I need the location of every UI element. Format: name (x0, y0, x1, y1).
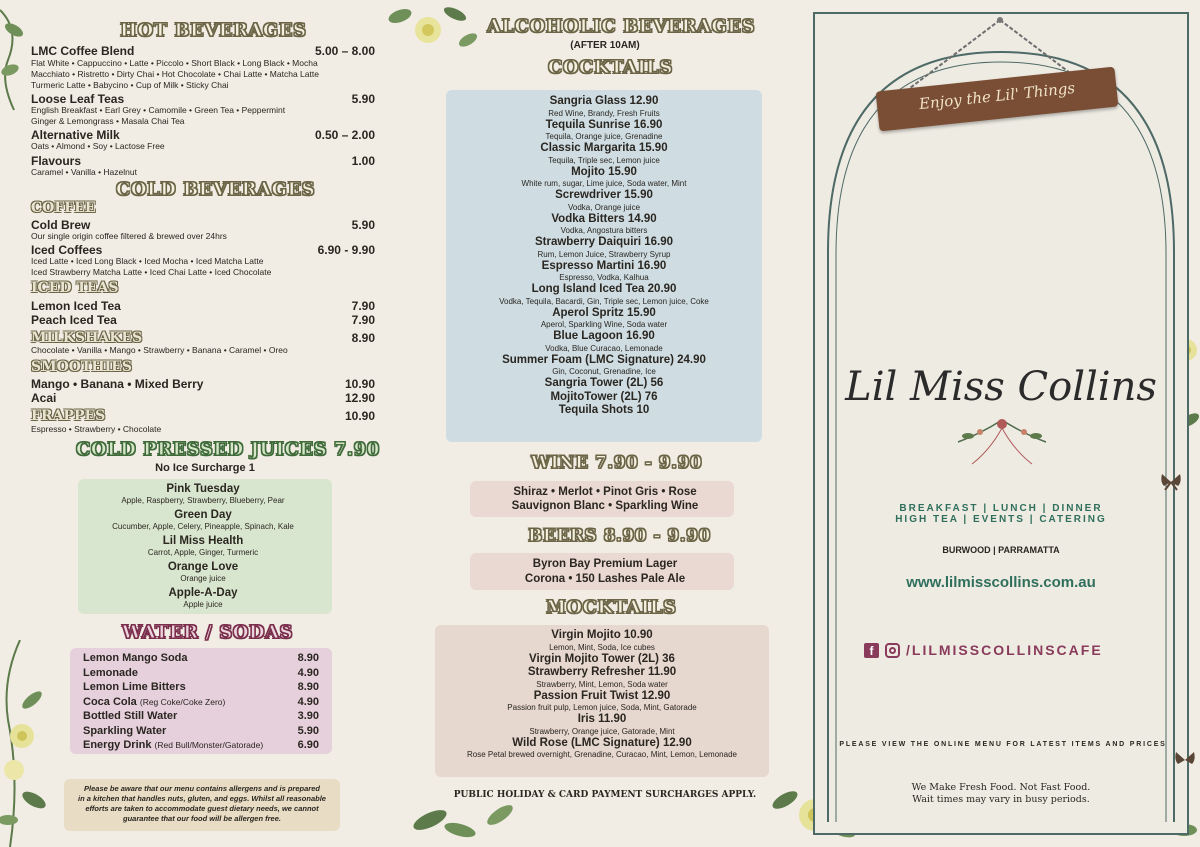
mocktail-item (452, 629, 752, 653)
instagram-icon[interactable] (885, 643, 900, 658)
item-price: 8.90 (297, 681, 319, 693)
mocktail-item-ingredients: Strawberry, Orange juice, Gatorade, Mint (529, 726, 675, 736)
item-note: (Reg Coke/Coke Zero) (139, 696, 226, 707)
cocktail-item-name: Summer Foam (LMC Signature) 24.90 (502, 353, 706, 366)
item-name: Loose Leaf Teas (31, 92, 125, 106)
juice-name: Green Day (174, 509, 232, 521)
cocktail-item-name: MojitoTower (2L) 76 (550, 390, 658, 403)
item-price: 6.90 (297, 739, 319, 751)
water-sodas-heading: WATER / SODAS (122, 622, 293, 643)
item-name: Acai (31, 391, 57, 405)
cocktail-item-name: Espresso Martini 16.90 (541, 259, 667, 272)
mocktail-item-name: Strawberry Refresher 11.90 (527, 666, 677, 678)
menu-item-frappes (31, 408, 375, 424)
cocktail-item-name: Strawberry Daiquiri 16.90 (534, 236, 674, 248)
cocktail-item-name: Long Island Iced Tea 20.90 (531, 283, 677, 295)
iced-teas-subheading: ICED TEAS (31, 280, 119, 296)
cocktail-item-ingredients: Aperol, Sparkling Wine, Soda water (540, 320, 668, 329)
hot-beverages-heading: HOT BEVERAGES (120, 20, 307, 41)
menu-item-milkshakes (31, 330, 375, 346)
item-note: (Red Bull/Monster/Gatorade) (154, 740, 264, 750)
item-name: Mango • Banana • Mixed Berry (31, 377, 204, 391)
cold-pressed-juices-heading: COLD PRESSED JUICES 7.90 (76, 439, 380, 460)
item-price: 5.90 (351, 218, 375, 232)
allergen-line: efforts are taken to accommodate guest dietary needs, we cannot (85, 804, 319, 813)
cocktail-item-name: Tequila Sunrise 16.90 (545, 118, 663, 131)
mocktail-item-ingredients: Lemon, Mint, Soda, Ice cubes (549, 642, 655, 652)
item-description: Caramel • Vanilla • Hazelnut (31, 167, 137, 177)
menu-item-lemon-mango-soda (83, 651, 319, 666)
item-description: Espresso • Strawberry • Chocolate (31, 424, 162, 434)
cocktail-item (454, 95, 754, 119)
menu-item-flavours (31, 154, 375, 168)
item-name: Energy Drink (Red Bull/Monster/Gatorade) (83, 739, 264, 751)
mocktail-item (452, 666, 752, 690)
item-price: 3.90 (297, 710, 319, 722)
cocktail-item (454, 283, 754, 307)
menu-item-bottled-still-water (83, 709, 319, 724)
item-price: 4.90 (297, 695, 319, 708)
item-description: Our single origin coffee filtered & brewed over 24hrs (31, 231, 227, 241)
cocktail-item-ingredients: Vodka, Blue Curacao, Lemonade (545, 343, 663, 353)
online-menu-note: PLEASE VIEW THE ONLINE MENU FOR LATEST ITEMS AND PRICES (839, 741, 1167, 748)
brand-logo: Lil Miss Collins (845, 364, 1157, 410)
butterfly-icon (1174, 750, 1196, 770)
butterfly-icon (1160, 472, 1182, 492)
juice-item (48, 561, 358, 583)
item-name: Iced Coffees (31, 243, 103, 257)
cocktail-item-ingredients: Rum, Lemon Juice, Strawberry Syrup (537, 249, 671, 259)
cocktail-item (454, 377, 754, 391)
cocktail-item-ingredients: Espresso, Vodka, Kalhua (559, 273, 649, 282)
item-name: Lemonade (83, 666, 139, 679)
item-price: 0.50 – 2.00 (314, 128, 375, 142)
item-name: Peach Iced Tea (31, 313, 117, 327)
allergen-line: guarantee that our food will be allergen free. (123, 814, 281, 823)
item-name: Lemon Iced Tea (31, 299, 121, 313)
item-description: Iced Strawberry Matcha Latte • Iced Chai Latte • Iced Chocolate (31, 267, 272, 277)
cocktail-item-ingredients: Red Wine, Brandy, Fresh Fruits (548, 108, 660, 118)
menu-item-lemonade (83, 666, 319, 681)
menu-item-lemon-iced-tea (31, 299, 375, 313)
juices-note: No Ice Surcharge 1 (155, 462, 255, 474)
cocktail-item (454, 260, 754, 284)
juice-name: Lil Miss Health (162, 535, 244, 547)
menu-item-sparkling-water (83, 724, 319, 739)
cocktail-item (454, 119, 754, 143)
logo-floral-icon (950, 414, 1054, 470)
cocktail-item-name: Sangria Tower (2L) 56 (544, 377, 664, 389)
mocktail-item (452, 653, 752, 667)
milkshakes-subheading: MILKSHAKES (31, 330, 143, 346)
juice-item (48, 587, 358, 609)
cocktail-item (454, 404, 754, 418)
menu-item-lmc-coffee (31, 44, 375, 58)
item-description: Chocolate • Vanilla • Mango • Strawberry • Banana • Caramel • Oreo (31, 345, 288, 355)
wine-line: Sauvignon Blanc • Sparkling Wine (511, 500, 699, 512)
item-description: Macchiato • Ristretto • Dirty Chai • Hot Chocolate • Chai Latte • Matcha Latte (31, 69, 319, 79)
item-price: 5.00 – 8.00 (314, 44, 375, 58)
mocktail-item-ingredients: Passion fruit pulp, Lemon juice, Soda, Mint, Gatorade (507, 703, 697, 712)
wine-list (455, 485, 755, 513)
juice-name: Orange Love (167, 561, 239, 573)
item-name: Lemon Lime Bitters (83, 681, 186, 693)
cocktail-item-ingredients: Tequila, Orange juice, Grenadine (545, 132, 663, 141)
cocktail-item-ingredients: Tequila, Triple sec, Lemon juice (548, 155, 660, 165)
cocktail-item-ingredients: Vodka, Tequila, Bacardi, Gin, Triple sec, Lemon juice, Coke (499, 296, 709, 306)
juice-item (48, 483, 358, 505)
mocktail-item-ingredients: Rose Petal brewed overnight, Grenadine, Curacao, Mint, Lemon, Lemonade (467, 750, 737, 759)
item-description: Turmeric Latte • Babycino • Cup of Milk • Sticky Chai (31, 80, 229, 90)
cocktail-item (454, 330, 754, 354)
beers-heading: BEERS 8.90 - 9.90 (528, 526, 711, 546)
menu-item-smoothies (31, 377, 375, 391)
cocktail-item-ingredients: White rum, sugar, Lime juice, Soda water, Mint (521, 179, 687, 188)
wine-line: Shiraz • Merlot • Pinot Gris • Rose (513, 486, 697, 498)
item-name: LMC Coffee Blend (31, 44, 135, 58)
cocktail-item (454, 189, 754, 213)
tagline-line: We Make Fresh Food. Not Fast Food. (911, 782, 1091, 793)
cocktail-item (454, 142, 754, 166)
juice-ingredients: Apple, Raspberry, Strawberry, Blueberry, Pear (121, 496, 285, 505)
item-name: Sparkling Water (83, 724, 167, 737)
cocktail-item-name: Classic Margarita 15.90 (540, 142, 668, 154)
frappes-subheading: FRAPPES (31, 408, 106, 424)
item-price: 8.90 (351, 331, 375, 345)
cocktails-heading: COCKTAILS (548, 57, 673, 78)
item-name: Cold Brew (31, 218, 91, 232)
mocktail-item-name: Wild Rose (LMC Signature) 12.90 (512, 736, 692, 749)
juice-name: Apple-A-Day (168, 587, 238, 599)
smoothies-subheading: SMOOTHIES (31, 359, 132, 375)
alcoholic-beverages-heading: ALCOHOLIC BEVERAGES (487, 16, 756, 37)
item-name: Alternative Milk (31, 128, 120, 142)
mocktail-item (452, 713, 752, 737)
cocktail-item-name: Sangria Glass 12.90 (549, 95, 659, 107)
surcharge-note: PUBLIC HOLIDAY & CARD PAYMENT SURCHARGES APPLY. (453, 790, 757, 800)
mocktail-item-name: Iris 11.90 (577, 713, 627, 725)
menu-item-cold-brew (31, 218, 375, 232)
item-price: 1.00 (351, 154, 375, 168)
alcohol-hours-note: (AFTER 10AM) (570, 40, 640, 51)
beer-line: Byron Bay Premium Lager (532, 558, 678, 570)
cocktail-item-ingredients: Vodka, Angostura bitters (560, 226, 648, 235)
item-price: 4.90 (297, 666, 319, 679)
menu-item-iced-coffees (31, 243, 375, 257)
cocktail-item-name: Mojito 15.90 (571, 165, 637, 178)
item-description: Iced Latte • Iced Long Black • Iced Mocha • Iced Matcha Latte (31, 256, 264, 266)
item-description: Ginger & Lemongrass • Masala Chai Tea (31, 116, 185, 126)
cocktail-item (454, 307, 754, 331)
social-handle[interactable]: /LILMISSCOLLINSCAFE (906, 642, 1103, 658)
mocktail-item-name: Passion Fruit Twist 12.90 (533, 689, 671, 702)
allergen-line: Please be aware that our menu contains allergens and is prepared (84, 784, 320, 793)
item-price: 7.90 (351, 313, 375, 327)
mocktails-heading: MOCKTAILS (546, 597, 677, 618)
cocktail-item-name: Aperol Spritz 15.90 (552, 306, 656, 319)
mocktail-item (452, 737, 752, 761)
enjoy-sign-text: Enjoy the Lil' Things (918, 78, 1076, 114)
beer-list (455, 557, 755, 586)
cocktail-item-name: Blue Lagoon 16.90 (553, 330, 655, 342)
tagline (826, 782, 1176, 806)
item-price: 10.90 (344, 409, 375, 423)
item-name: Bottled Still Water (83, 710, 178, 722)
mocktail-item-name: Virgin Mojito Tower (2L) 36 (529, 652, 675, 665)
cocktail-item (454, 166, 754, 190)
item-name: Coca Cola (Reg Coke/Coke Zero) (83, 695, 226, 708)
item-price: 5.90 (351, 92, 375, 106)
beer-line: Corona • 150 Lashes Pale Ale (524, 572, 686, 585)
social-row (864, 642, 1103, 658)
mocktail-item-name: Virgin Mojito 10.90 (551, 629, 653, 641)
menu-item-alternative-milk (31, 128, 375, 142)
tagline-line: Wait times may vary in busy periods. (912, 794, 1090, 805)
menu-item-lemon-lime-bitters (83, 680, 319, 695)
cocktail-item (454, 236, 754, 260)
website-link[interactable]: www.lilmisscollins.com.au (906, 574, 1096, 591)
coffee-subheading: COFFEE (31, 200, 96, 216)
facebook-icon[interactable]: f (864, 643, 879, 658)
item-price: 7.90 (351, 299, 375, 313)
locations: BURWOOD | PARRAMATTA (942, 545, 1060, 555)
cocktail-item-name: Vodka Bitters 14.90 (551, 212, 657, 225)
item-price: 10.90 (344, 377, 375, 391)
cocktail-item (454, 354, 754, 378)
cocktail-item-name: Screwdriver 15.90 (555, 189, 653, 201)
menu-item-coca-cola (83, 695, 319, 710)
juice-item (48, 509, 358, 531)
menu-item-peach-iced-tea (31, 313, 375, 327)
item-name: Lemon Mango Soda (83, 652, 188, 664)
juice-ingredients: Orange juice (180, 574, 226, 583)
item-description: Oats • Almond • Soy • Lactose Free (31, 141, 165, 151)
services-line-2: HIGH TEA | EVENTS | CATERING (895, 514, 1107, 525)
wine-heading: WINE 7.90 - 9.90 (531, 453, 703, 473)
mocktail-item (452, 690, 752, 714)
services-line-1: BREAKFAST | LUNCH | DINNER (899, 503, 1103, 514)
juice-ingredients: Cucumber, Apple, Celery, Pineapple, Spinach, Kale (112, 522, 294, 531)
item-description: Flat White • Cappuccino • Latte • Piccolo • Short Black • Long Black • Mocha (31, 58, 318, 68)
cocktail-item-name: Tequila Shots 10 (558, 404, 650, 416)
juice-item (48, 535, 358, 557)
cocktail-item-ingredients: Gin, Coconut, Grenadine, Ice (552, 367, 656, 376)
cocktail-item-ingredients: Vodka, Orange juice (567, 202, 641, 212)
mocktail-item-ingredients: Strawberry, Mint, Lemon, Soda water (536, 679, 668, 689)
item-price: 5.90 (297, 724, 319, 737)
cold-beverages-heading: COLD BEVERAGES (116, 179, 316, 200)
cocktail-item (454, 213, 754, 237)
item-price: 12.90 (344, 391, 375, 405)
menu-item-energy-drink (83, 738, 319, 753)
cocktail-item (454, 391, 754, 405)
item-description: English Breakfast • Earl Grey • Camomile • Green Tea • Peppermint (31, 105, 286, 115)
item-price: 6.90 - 9.90 (317, 243, 375, 257)
menu-item-loose-leaf-teas (31, 92, 375, 106)
menu-item-acai (31, 391, 375, 405)
juice-ingredients: Apple juice (183, 600, 223, 609)
water-list (83, 651, 319, 753)
juice-name: Pink Tuesday (166, 483, 240, 495)
floral-bottom-left-decoration (0, 640, 70, 847)
item-name: Flavours (31, 154, 82, 168)
juice-ingredients: Carrot, Apple, Ginger, Turmeric (147, 548, 259, 557)
allergen-line: in a kitchen that handles nuts, gluten, and eggs. Whilst all reasonable (78, 794, 326, 803)
item-price: 8.90 (297, 652, 319, 664)
floral-top-center-decoration (380, 0, 480, 60)
allergen-note (64, 784, 340, 824)
